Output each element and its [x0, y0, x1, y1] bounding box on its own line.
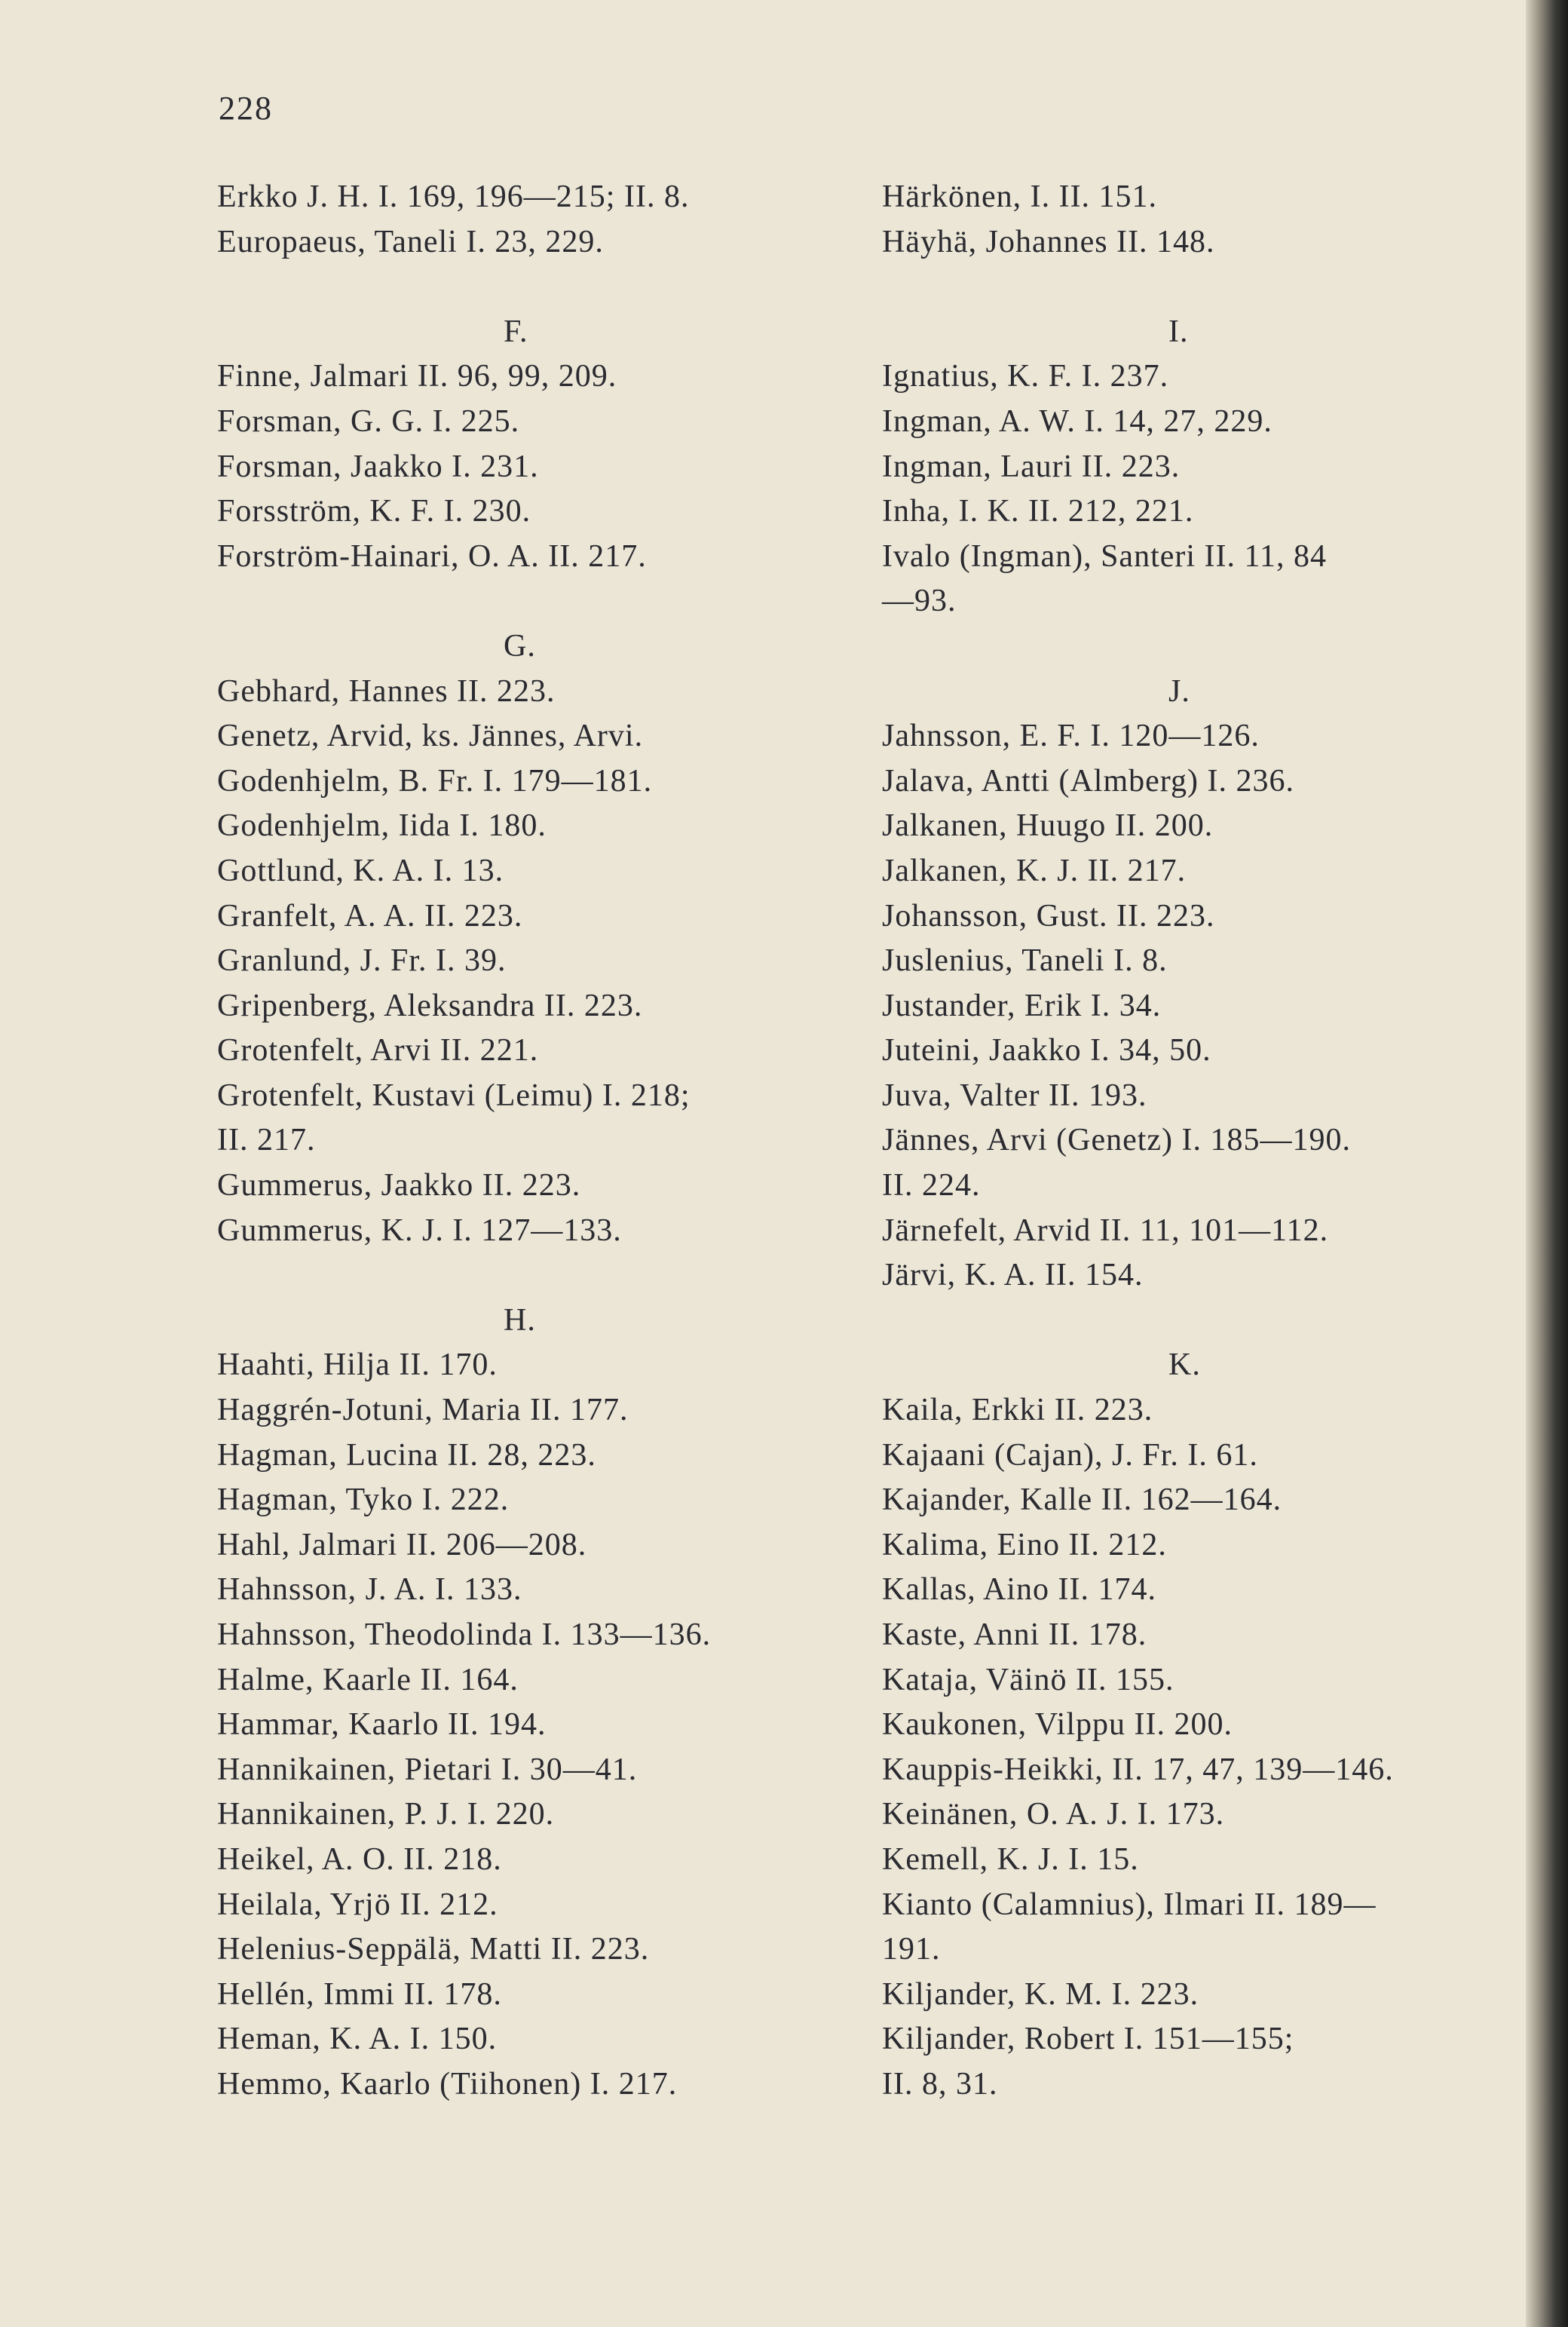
index-entry: Jalava, Antti (Almberg) I. 236. [882, 763, 1294, 799]
section-spacer [882, 265, 1508, 310]
index-entry: Haahti, Hilja II. 170. [217, 1347, 498, 1383]
index-entry: Finne, Jalmari II. 96, 99, 209. [217, 359, 617, 394]
index-entry: Godenhjelm, Iida I. 180. [217, 808, 547, 844]
index-entry: Kiljander, Robert I. 151—155; [882, 2022, 1294, 2057]
index-entry: Forsman, G. G. I. 225. [217, 403, 520, 439]
section-letter-heading: H. [504, 1302, 536, 1338]
section-letter-heading: J. [1168, 673, 1190, 709]
index-entry: Gummerus, K. J. I. 127—133. [217, 1213, 622, 1248]
index-entry: Kallas, Aino II. 174. [882, 1572, 1156, 1608]
section-letter-heading: F. [504, 314, 528, 349]
index-entry: Europaeus, Taneli I. 23, 229. [217, 224, 604, 259]
section-letter-heading: K. [1168, 1347, 1201, 1383]
index-entry: Gummerus, Jaakko II. 223. [217, 1168, 581, 1203]
page-binding-edge [1526, 0, 1568, 2327]
index-entry: Kaukonen, Vilppu II. 200. [882, 1707, 1233, 1743]
index-entry: Heman, K. A. I. 150. [217, 2022, 498, 2057]
index-entry: Järnefelt, Arvid II. 11, 101—112. [882, 1213, 1329, 1248]
section-spacer [217, 265, 865, 310]
index-entry: Juva, Valter II. 193. [882, 1078, 1147, 1113]
index-entry: Hemmo, Kaarlo (Tiihonen) I. 217. [217, 2066, 678, 2102]
index-entry: Jännes, Arvi (Genetz) I. 185—190. [882, 1123, 1352, 1158]
section-spacer [217, 1253, 865, 1298]
index-entry: Kalima, Eino II. 212. [882, 1527, 1167, 1562]
index-entry: Godenhjelm, B. Fr. I. 179—181. [217, 763, 653, 799]
index-entry-continuation: II. 8, 31. [882, 2066, 998, 2102]
index-entry: Jalkanen, K. J. II. 217. [882, 853, 1187, 888]
index-entry: Halme, Kaarle II. 164. [217, 1662, 519, 1697]
index-entry: Helenius-Seppälä, Matti II. 223. [217, 1932, 650, 1967]
index-entry: Inha, I. K. II. 212, 221. [882, 494, 1194, 529]
index-entry: Gebhard, Hannes II. 223. [217, 673, 556, 709]
section-spacer [882, 624, 1508, 670]
index-entry: Gripenberg, Aleksandra II. 223. [217, 988, 643, 1023]
index-entry: Kaila, Erkki II. 223. [882, 1393, 1153, 1428]
index-entry: Kajaani (Cajan), J. Fr. I. 61. [882, 1437, 1258, 1473]
index-entry: Hagman, Tyko I. 222. [217, 1482, 510, 1518]
index-entry: Juslenius, Taneli I. 8. [882, 943, 1168, 979]
index-entry: Hahnsson, J. A. I. 133. [217, 1572, 522, 1608]
section-spacer [882, 1298, 1508, 1344]
index-entry: Heikel, A. O. II. 218. [217, 1841, 502, 1877]
index-entry: Forsman, Jaakko I. 231. [217, 449, 539, 484]
index-entry: Hahl, Jalmari II. 206—208. [217, 1527, 587, 1562]
index-entry: Ingman, A. W. I. 14, 27, 229. [882, 403, 1272, 439]
section-spacer [217, 579, 865, 624]
right-index-column [882, 175, 1508, 2108]
index-entry: Ivalo (Ingman), Santeri II. 11, 84 [882, 538, 1327, 574]
index-entry: Jalkanen, Huugo II. 200. [882, 808, 1214, 844]
index-entry-continuation: II. 217. [217, 1123, 316, 1158]
index-entry: Hammar, Kaarlo II. 194. [217, 1707, 547, 1743]
index-entry: Ignatius, K. F. I. 237. [882, 359, 1169, 394]
index-entry: Järvi, K. A. II. 154. [882, 1258, 1144, 1293]
section-letter-heading: G. [504, 628, 536, 664]
index-entry: Keinänen, O. A. J. I. 173. [882, 1797, 1225, 1832]
index-entry: Granlund, J. Fr. I. 39. [217, 943, 507, 979]
page-number: 228 [219, 90, 273, 127]
index-entry: Kiljander, K. M. I. 223. [882, 1976, 1199, 2012]
index-entry: Hannikainen, Pietari I. 30—41. [217, 1752, 638, 1787]
index-entry: Kemell, K. J. I. 15. [882, 1841, 1139, 1877]
index-entry: Kataja, Väinö II. 155. [882, 1662, 1174, 1697]
index-entry-continuation: II. 224. [882, 1168, 981, 1203]
index-entry: Kauppis-Heikki, II. 17, 47, 139—146. [882, 1752, 1394, 1787]
index-entry: Hannikainen, P. J. I. 220. [217, 1797, 555, 1832]
index-entry: Forström-Hainari, O. A. II. 217. [217, 538, 647, 574]
index-entry: Jahnsson, E. F. I. 120—126. [882, 719, 1260, 754]
index-entry: Heilala, Yrjö II. 212. [217, 1887, 498, 1922]
section-letter-heading: I. [1168, 314, 1189, 349]
index-entry: Forsström, K. F. I. 230. [217, 494, 531, 529]
index-entry: Hellén, Immi II. 178. [217, 1976, 502, 2012]
index-entry: Haggrén-Jotuni, Maria II. 177. [217, 1393, 629, 1428]
index-entry: Johansson, Gust. II. 223. [882, 898, 1215, 934]
index-entry: Grotenfelt, Kustavi (Leimu) I. 218; [217, 1078, 691, 1113]
index-entry: Erkko J. H. I. 169, 196—215; II. 8. [217, 179, 690, 214]
index-entry: Genetz, Arvid, ks. Jännes, Arvi. [217, 719, 644, 754]
index-entry: Juteini, Jaakko I. 34, 50. [882, 1033, 1211, 1068]
index-entry: Gottlund, K. A. I. 13. [217, 853, 504, 888]
index-entry: Kaste, Anni II. 178. [882, 1617, 1147, 1652]
index-entry: Kianto (Calamnius), Ilmari II. 189— [882, 1887, 1377, 1922]
left-index-column [217, 175, 865, 2108]
index-entry: Ingman, Lauri II. 223. [882, 449, 1181, 484]
index-entry-continuation: 191. [882, 1932, 941, 1967]
index-entry: Granfelt, A. A. II. 223. [217, 898, 523, 934]
index-entry: Grotenfelt, Arvi II. 221. [217, 1033, 539, 1068]
index-entry: Häyhä, Johannes II. 148. [882, 224, 1215, 259]
index-entry-continuation: —93. [882, 584, 957, 619]
index-entry: Härkönen, I. II. 151. [882, 179, 1158, 214]
index-entry: Kajander, Kalle II. 162—164. [882, 1482, 1282, 1518]
index-entry: Hahnsson, Theodolinda I. 133—136. [217, 1617, 712, 1652]
index-entry: Justander, Erik I. 34. [882, 988, 1162, 1023]
index-entry: Hagman, Lucina II. 28, 223. [217, 1437, 596, 1473]
